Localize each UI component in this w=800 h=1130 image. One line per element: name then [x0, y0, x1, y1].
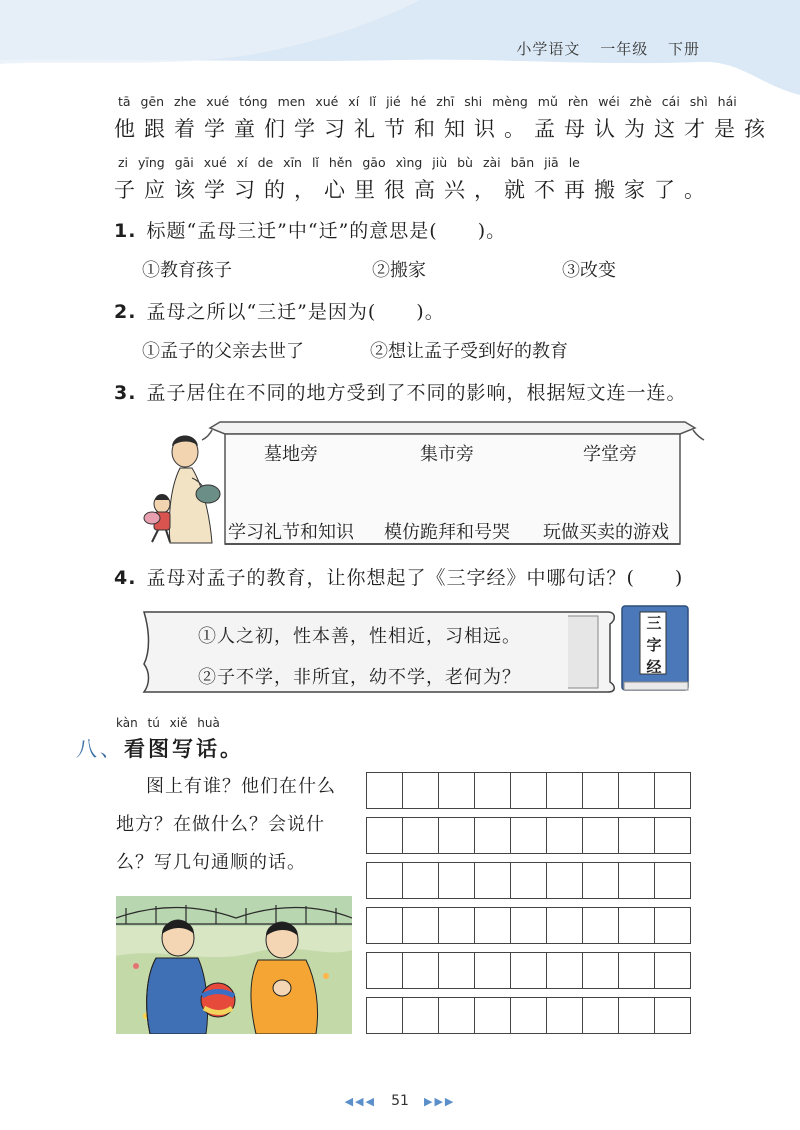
grid-cell[interactable] [583, 953, 619, 989]
book-title: 三字经 [646, 614, 662, 676]
grid-cell[interactable] [619, 863, 655, 899]
grid-cell[interactable] [511, 818, 547, 854]
place-2[interactable]: 集市旁 [420, 444, 474, 465]
grid-cell[interactable] [475, 773, 511, 809]
effect-2[interactable]: 模仿跪拜和号哭 [384, 522, 510, 543]
grid-cell[interactable] [655, 998, 691, 1034]
grid-cell[interactable] [403, 773, 439, 809]
grid-cell[interactable] [475, 863, 511, 899]
grid-cell[interactable] [655, 773, 691, 809]
question-4 [114, 563, 683, 590]
grid-cell[interactable] [403, 863, 439, 899]
grid-cell[interactable] [511, 863, 547, 899]
passage-line1-hanzi: 他跟着学童们学习礼节和知识。孟母认为这才是孩 [114, 117, 774, 141]
grid-cell[interactable] [619, 953, 655, 989]
question-4-text: 孟母对孟子的教育，让你想起了《三字经》中哪句话？( ) [146, 567, 684, 589]
grid-cell[interactable] [655, 863, 691, 899]
question-2-option-2[interactable]: ②想让孟子受到好的教育 [370, 341, 568, 362]
passage-line1-pinyin: tā gēn zhe xué tóng men xué xí lǐ jié hé zhī shi mèng mǔ rèn wéi zhè cái shì hái [118, 94, 737, 109]
grid-cell[interactable] [619, 908, 655, 944]
place-3[interactable]: 学堂旁 [583, 444, 637, 465]
effect-3[interactable]: 玩做买卖的游戏 [543, 522, 669, 543]
grid-cell[interactable] [547, 863, 583, 899]
grid-cell[interactable] [655, 953, 691, 989]
place-1[interactable]: 墓地旁 [264, 444, 318, 465]
grid-cell[interactable] [367, 953, 403, 989]
grid-cell[interactable] [511, 908, 547, 944]
header-title [502, 38, 700, 59]
question-3-text: 孟子居住在不同的地方受到了不同的影响，根据短文连一连。 [146, 382, 687, 404]
grid-cell[interactable] [475, 908, 511, 944]
passage-line2-pinyin: zi yīng gāi xué xí de xīn lǐ hěn gāo xìng jiù bù zài bān jiā le [118, 155, 580, 170]
question-4-number: 4. [114, 567, 137, 589]
grid-cell[interactable] [583, 908, 619, 944]
question-2-number: 2. [114, 301, 137, 323]
grid-cell[interactable] [619, 818, 655, 854]
grid-cell[interactable] [439, 953, 475, 989]
grid-cell[interactable] [655, 818, 691, 854]
section8-pinyin: kàn tú xiě huà [116, 716, 220, 730]
grid-cell[interactable] [619, 773, 655, 809]
section8-number: 八、 [76, 737, 124, 761]
grid-cell[interactable] [619, 998, 655, 1034]
grid-cell[interactable] [583, 998, 619, 1034]
grid-cell[interactable] [547, 953, 583, 989]
question-2-text: 孟母之所以“三迁”是因为( )。 [146, 301, 445, 323]
question-2 [114, 297, 445, 324]
question-1-option-3[interactable]: ③改变 [562, 260, 616, 281]
grid-cell[interactable] [583, 773, 619, 809]
grid-cell[interactable] [367, 998, 403, 1034]
grid-cell[interactable] [511, 953, 547, 989]
grid-cell[interactable] [403, 998, 439, 1034]
grid-cell[interactable] [439, 773, 475, 809]
question-3 [114, 378, 686, 405]
section8-heading [76, 733, 244, 763]
header-volume: 下册 [667, 40, 700, 58]
grid-cell[interactable] [655, 908, 691, 944]
grid-cell[interactable] [367, 863, 403, 899]
question-2-option-1[interactable]: ①孟子的父亲去世了 [142, 341, 304, 362]
grid-cell[interactable] [403, 818, 439, 854]
header-subject: 小学语文 [516, 40, 581, 58]
grid-cell[interactable] [511, 773, 547, 809]
grid-cell[interactable] [367, 818, 403, 854]
section8-prompt: 图上有谁？他们在什么地方？在做什么？会说什么？写几句通顺的话。 [116, 776, 336, 873]
passage-line2-hanzi: 子应该学习的，心里很高兴，就不再搬家了。 [114, 178, 714, 202]
header-grade: 一年级 [600, 40, 649, 58]
grid-cell[interactable] [439, 908, 475, 944]
question-3-number: 3. [114, 382, 137, 404]
grid-cell[interactable] [547, 773, 583, 809]
question-1-option-2[interactable]: ②搬家 [372, 260, 426, 281]
question-1 [114, 216, 506, 243]
page-number: 51 [391, 1093, 409, 1109]
grid-cell[interactable] [583, 863, 619, 899]
page-footer [0, 1090, 800, 1109]
question-4-option-1[interactable]: ①人之初，性本善，性相近，习相远。 [198, 626, 521, 647]
grid-cell[interactable] [583, 818, 619, 854]
grid-cell[interactable] [547, 998, 583, 1034]
question-1-text: 标题“孟母三迁”中“迁”的意思是( )。 [146, 220, 507, 242]
grid-cell[interactable] [547, 818, 583, 854]
question-4-option-2[interactable]: ②子不学，非所宜，幼不学，老何为？ [198, 667, 521, 688]
grid-cell[interactable] [439, 863, 475, 899]
grid-cell[interactable] [511, 998, 547, 1034]
grid-cell[interactable] [475, 953, 511, 989]
grid-cell[interactable] [547, 908, 583, 944]
footer-right-arrows: ▶▶▶ [424, 1095, 456, 1108]
grid-cell[interactable] [475, 818, 511, 854]
effect-1[interactable]: 学习礼节和知识 [228, 522, 354, 543]
grid-cell[interactable] [367, 773, 403, 809]
grid-cell[interactable] [439, 998, 475, 1034]
grid-cell[interactable] [439, 818, 475, 854]
mother-child-illustration [144, 436, 220, 544]
question-1-option-1[interactable]: ①教育孩子 [142, 260, 232, 281]
section8-title: 看图写话。 [124, 736, 244, 761]
footer-left-arrows: ◀◀◀ [344, 1095, 376, 1108]
writing-grid[interactable] [366, 772, 691, 1034]
ball-icon [201, 983, 235, 1017]
grid-cell[interactable] [475, 998, 511, 1034]
kids-playing-ball-illustration [116, 896, 352, 1034]
grid-cell[interactable] [403, 908, 439, 944]
grid-cell[interactable] [403, 953, 439, 989]
question-1-number: 1. [114, 220, 137, 242]
grid-cell[interactable] [367, 908, 403, 944]
